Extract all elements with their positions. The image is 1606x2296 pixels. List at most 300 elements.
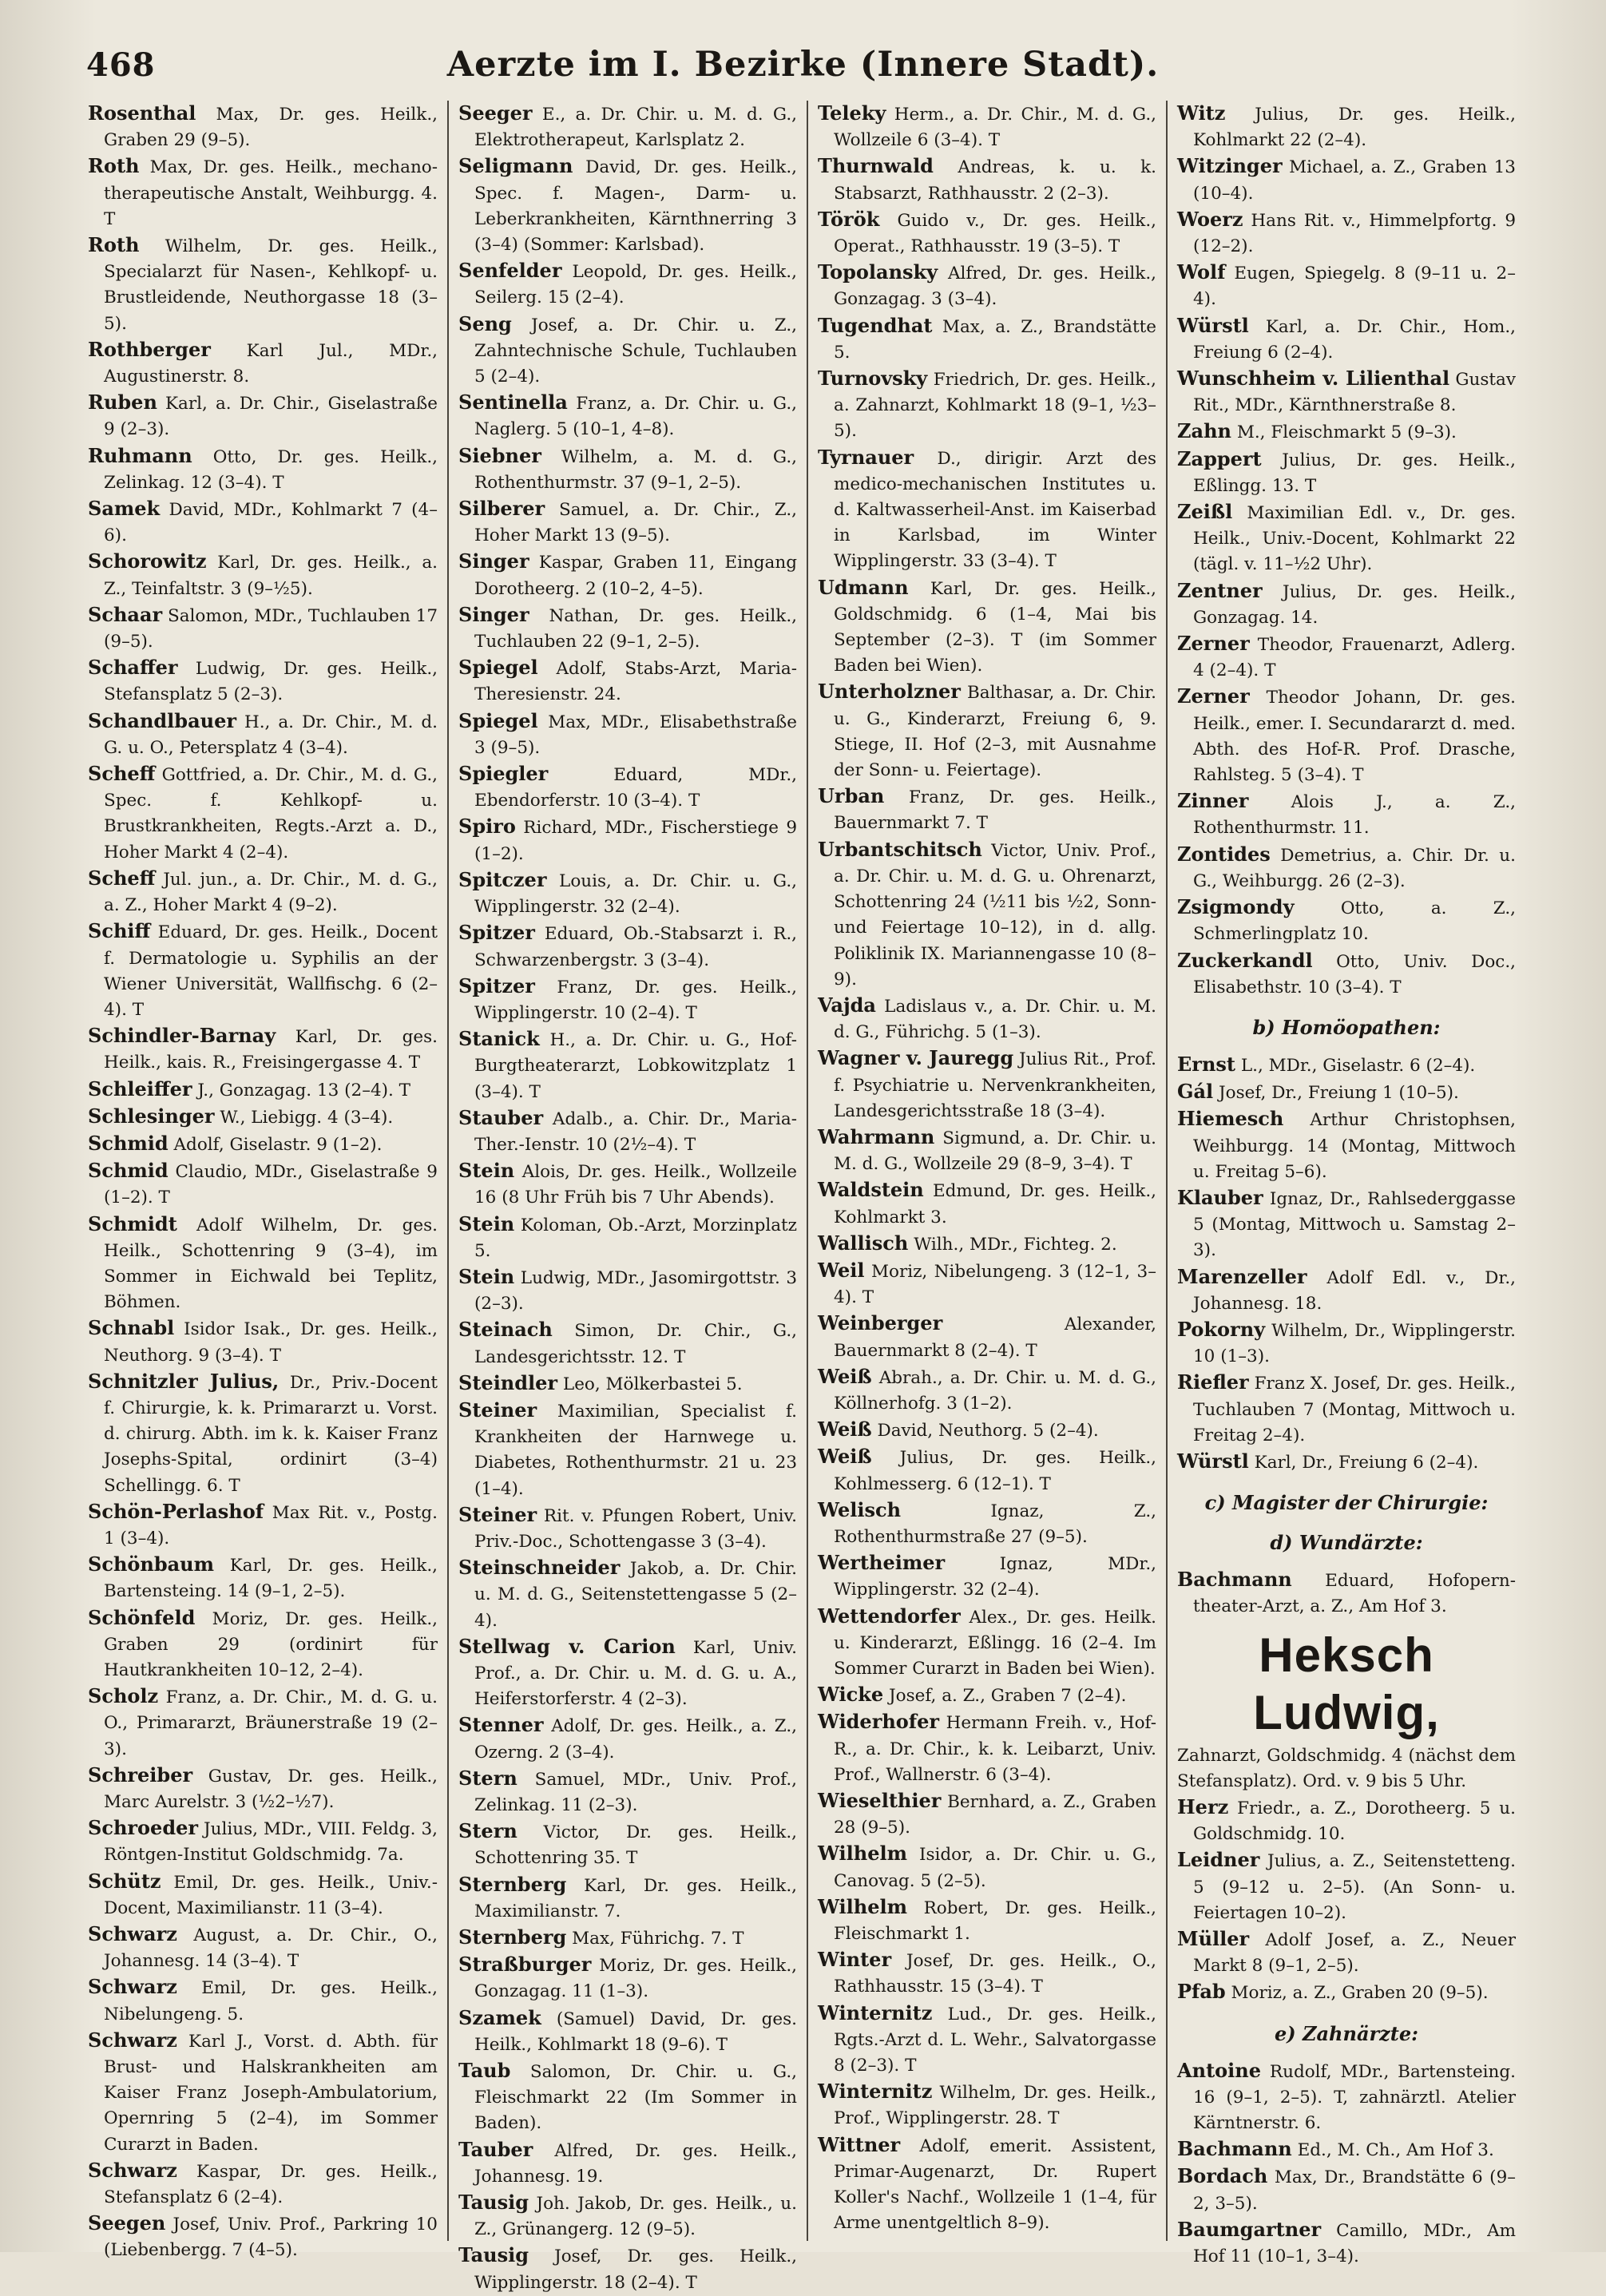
directory-entry (1177, 499, 1516, 578)
entry-details: Andreas, k. u. k. Stabsarzt, Rathhausstr. 2 (2–3). (834, 157, 1156, 204)
entry-name: Spitczer (458, 867, 547, 891)
section-heading-homoeopathen: b) Homöopathen: (1252, 1015, 1441, 1039)
directory-entry (458, 390, 797, 442)
entry-details: H., a. Dr. Chir. u. G., Hof-Burgtheaterarzt, Lobkowitzplatz 1 (3–4). T (474, 1030, 797, 1102)
entry-name: Schaffer (88, 656, 178, 680)
entry-name: Spiegler (458, 762, 549, 786)
entry-details: Eduard, Hofopern-theater-Arzt, a. Z., Am Hof 3. (1193, 1571, 1516, 1617)
directory-entry (1177, 2136, 1516, 2163)
directory-entry (458, 258, 797, 311)
directory-entry (1177, 1079, 1516, 1106)
directory-entry (458, 1317, 797, 1370)
entry-name: Schönbaum (88, 1552, 215, 1576)
entry-name: Antoine (1177, 2058, 1261, 2082)
directory-entry (458, 1634, 797, 1713)
directory-entry (458, 1026, 797, 1105)
entry-details: Franz, a. Dr. Chir., M. d. G. u. O., Primararzt, Bräunerstraße 19 (2–3). (104, 1687, 438, 1759)
entry-name: Zahn (1177, 419, 1231, 443)
entry-details: Otto, Univ. Doc., Elisabethstr. 10 (3–4). T (1193, 951, 1516, 997)
entry-name: Zerner (1177, 632, 1250, 656)
directory-entry (88, 1869, 438, 1921)
entry-name: Silberer (458, 497, 545, 521)
entry-details: Alois, Dr. ges. Heilk., Wollzeile 16 (8 Uhr Früh bis 7 Uhr Abends). (474, 1162, 797, 1208)
directory-entry (818, 2001, 1156, 2080)
directory-entry (818, 445, 1156, 575)
entry-name: Hiemesch (1177, 1107, 1284, 1131)
entry-name: Schorowitz (88, 549, 207, 573)
entry-details: Karl, Univ. Prof., a. Dr. Chir. u. M. d. G. u. A., Heiferstorferstr. 4 (2–3). (474, 1637, 797, 1710)
entry-name: Tugendhat (818, 313, 933, 337)
entry-name: Teleky (818, 101, 886, 125)
directory-entry (1177, 948, 1516, 1001)
directory-entry (818, 1894, 1156, 1947)
entry-name: Stein (458, 1264, 515, 1288)
entry-details: David, Dr. ges. Heilk., Spec. f. Magen-, Darm- u. Leberkrankheiten, Kärnthnerring 3 (3–4) (Sommer: Karlsbad). (474, 157, 797, 256)
directory-entry (458, 974, 797, 1026)
directory-entry (1177, 418, 1516, 446)
directory-entry (1177, 578, 1516, 631)
entry-details: Eugen, Spiegelg. 8 (9–11 u. 2–4). (1193, 264, 1516, 310)
directory-entry (88, 602, 438, 655)
directory-entry (458, 1712, 797, 1765)
entry-details: Salomon, MDr., Tuchlauben 17 (9–5). (104, 605, 438, 652)
entry-name: Udmann (818, 575, 909, 599)
directory-entry (88, 1211, 438, 1316)
directory-entry (818, 993, 1156, 1045)
directory-entry (1177, 1567, 1516, 1620)
directory-entry (818, 837, 1156, 993)
directory-entry (458, 101, 797, 153)
directory-entry (458, 761, 797, 814)
entry-details: Isidor Isak., Dr. ges. Heilk., Neuthorg. 9 (3–4). T (104, 1319, 438, 1366)
entry-name: Rosenthal (88, 101, 196, 125)
directory-entry (458, 1398, 797, 1502)
section-heading-magister: c) Magister der Chirurgie: (1204, 1491, 1489, 1515)
entry-name: Vajda (818, 993, 876, 1017)
entry-details: E., a. Dr. Chir. u. M. d. G., Elektrotherapeut, Karlsplatz 2. (474, 105, 797, 151)
directory-entry (458, 496, 797, 549)
entry-name: Sentinella (458, 391, 568, 414)
entry-name: Bachmann (1177, 2137, 1292, 2161)
directory-entry (818, 1177, 1156, 1230)
entry-details: Josef, Univ. Prof., Parkring 10 (Liebenbergg. 7 (4–5). (104, 2215, 438, 2261)
entry-details: Moriz, Dr. ges. Heilk., Graben 29 (ordinirt für Hautkrankheiten 10–12, 2–4). (104, 1608, 438, 1680)
entry-details: Gottfried, a. Dr. Chir., M. d. G., Spec. f. Kehlkopf- u. Brustkrankheiten, Regts.-Arzt a. D., Hoher Markt 4 (2–4). (104, 765, 438, 862)
entry-name: Tauber (458, 2137, 533, 2161)
entry-details: Balthasar, a. Dr. Chir. u. G., Kinderarzt, Freiung 6, 9. Stiege, II. Hof (2–3, mit Ausnahme der Sonn- u. Feiertage). (834, 683, 1157, 781)
entry-details: H., a. Dr. Chir., M. d. G. u. O., Petersplatz 4 (3–4). (104, 712, 438, 758)
entry-details: Robert, Dr. ges. Heilk., Fleischmarkt 1. (834, 1897, 1156, 1945)
directory-entry (818, 1709, 1156, 1788)
entry-name: Wettendorfer (818, 1604, 961, 1628)
directory-entry (88, 1974, 438, 2027)
entry-name: Schroeder (88, 1816, 199, 1840)
directory-entry (88, 1023, 438, 1076)
entry-details: Joh. Jakob, Dr. ges. Heilk., u. Z., Grünangerg. 12 (9–5). (474, 2194, 797, 2240)
entry-details: Moriz, Nibelungeng. 3 (12–1, 3–4). T (834, 1261, 1156, 1308)
entry-name: Weiß (818, 1445, 872, 1469)
entry-name: Stellwag v. Carion (458, 1634, 676, 1658)
directory-entry (1177, 1926, 1516, 1979)
entry-details: Friedrich, Dr. ges. Heilk., a. Zahnarzt, Kohlmarkt 18 (9–1, ½3–5). (834, 370, 1156, 442)
directory-entry (88, 1921, 438, 1974)
directory-entry (818, 1444, 1156, 1497)
section-heading-wundaerzte: d) Wundärzte: (1270, 1531, 1423, 1555)
entry-name: Widerhofer (818, 1710, 940, 1734)
entry-name: Turnovsky (818, 367, 928, 391)
entry-name: Wieselthier (818, 1789, 942, 1812)
entry-details: Theodor Johann, Dr. ges. Heilk., emer. I. Secundararzt d. med. Abth. des Hof-R. Prof. Drasche, Rahlsteg. 5 (3–4). T (1193, 688, 1516, 786)
directory-entry (458, 708, 797, 761)
directory-entry (458, 1818, 797, 1871)
directory-entry (818, 1682, 1156, 1709)
entry-details: Max Rit. v., Postg. 1 (3–4). (104, 1502, 438, 1549)
entry-details: Ignaz, Dr., Rahlsederggasse 5 (Montag, Mittwoch u. Samstag 2–3). (1193, 1188, 1516, 1261)
entry-details: Karl, Dr. ges. Heilk., Goldschmidg. 6 (1–4, Mai bis September (2–3). T (im Sommer Baden bei Wien). (834, 578, 1156, 676)
entry-name: Würstl (1177, 1449, 1249, 1473)
directory-entry (1177, 1979, 1516, 2006)
entry-details: Kaspar, Dr. ges. Heilk., Stefansplatz 6 (2–4). (104, 2161, 438, 2208)
entry-details: Franz, Dr. ges. Heilk., Bauernmarkt 7. T (834, 787, 1156, 834)
entry-details: Alfred, Dr. ges. Heilk., Gonzagag. 3 (3–4). (834, 264, 1156, 310)
directory-entry (818, 260, 1156, 312)
entry-details: Josef, Dr. ges. Heilk., O., Rathhausstr. 15 (3–4). T (834, 1951, 1156, 1997)
directory-entry (88, 549, 438, 601)
directory-entry (458, 2005, 797, 2058)
entry-name: Spitzer (458, 921, 535, 945)
entry-details: D., dirigir. Arzt des medico-mechanischen Institutes u. d. Kaltwasserheil-Anst. im Kaiserbad in Karlsbad, im Winter Wipplingerstr. 33 (3–4). T (834, 448, 1156, 572)
directory-entry (88, 866, 438, 918)
directory-entry (1177, 260, 1516, 312)
entry-details: Maximilian Edl. v., Dr. ges. Heilk., Univ.-Docent, Kohlmarkt 22 (tägl. v. 11–½2 Uhr). (1193, 503, 1516, 575)
entry-name: Steiner (458, 1398, 537, 1422)
entry-details: Moriz, Dr. ges. Heilk., Gonzagag. 11 (1–3). (474, 1956, 797, 2002)
directory-entry (1177, 2217, 1516, 2270)
entry-details: Dr., Priv.-Docent f. Chirurgie, k. k. Primararzt u. Vorst. d. chirurg. Abth. im k. k. Kaiser Franz Josephs-Spital, ordinirt (3–4) Schellingg. 6. T (104, 1372, 438, 1496)
entry-details: Adolf Edl. v., Dr., Johannesg. 18. (1193, 1267, 1516, 1314)
column-4 (1166, 101, 1525, 2267)
directory-entry (458, 1502, 797, 1555)
directory-entry (818, 1311, 1156, 1363)
directory-entry (1177, 894, 1516, 947)
entry-name: Wolf (1177, 260, 1226, 284)
entry-details: Emil, Dr. ges. Heilk., Nibelungeng. 5. (104, 1978, 438, 2024)
entry-name: Winternitz (818, 2001, 933, 2024)
entry-name: Urbantschitsch (818, 837, 982, 861)
directory-entry (818, 101, 1156, 153)
entry-name: Schiff (88, 919, 151, 943)
entry-details: Franz, a. Dr. Chir. u. G., Naglerg. 5 (10–1, 4–8). (474, 394, 797, 440)
entry-details: Franz X. Josef, Dr. ges. Heilk., Tuchlauben 7 (Montag, Mittwoch u. Freitag 2–4). (1193, 1374, 1517, 1445)
entry-name: Woerz (1177, 207, 1243, 231)
entry-name: Senfelder (458, 259, 562, 283)
entry-details: August, a. Dr. Chir., O., Johannesg. 14 (3–4). T (104, 1925, 438, 1972)
directory-entry (458, 153, 797, 258)
entry-name: Schwarz (88, 2158, 177, 2182)
entry-details: Ignaz, MDr., Wipplingerstr. 32 (2–4). (834, 1554, 1156, 1600)
entry-details: Max, Dr., Brandstätte 6 (9–2, 3–5). (1193, 2167, 1516, 2214)
entry-name: Rothberger (88, 337, 211, 361)
directory-entry (458, 920, 797, 973)
directory-entry (458, 2137, 797, 2190)
entry-details: Hans Rit. v., Himmelpfortg. 9 (12–2). (1193, 210, 1516, 257)
entry-details: Ludwig, MDr., Jasomirgottstr. 3 (2–3). (474, 1267, 797, 1315)
entry-name: Straßburger (458, 1953, 592, 1977)
directory-entry (1177, 101, 1516, 153)
entry-name: Sternberg (458, 1925, 567, 1949)
entry-name: Schwarz (88, 2028, 177, 2052)
entry-details: David, MDr., Kohlmarkt 7 (4–6). (104, 500, 438, 546)
entry-name: Wittner (818, 2132, 901, 2156)
directory-entry (1177, 207, 1516, 260)
entry-name: Seligmann (458, 154, 573, 178)
directory-entry (88, 1815, 438, 1868)
directory-entry (88, 2028, 438, 2158)
entry-name: Zinner (1177, 789, 1249, 813)
directory-entry (88, 655, 438, 708)
entry-details: Guido v., Dr. ges. Heilk., Operat., Rathhausstr. 19 (3–5). T (834, 210, 1156, 257)
entry-name: Stern (458, 1819, 517, 1843)
entry-name: Waldstein (818, 1178, 924, 1202)
directory-entry (818, 1788, 1156, 1841)
directory-entry (88, 1605, 438, 1684)
column-1 (88, 101, 447, 2261)
entry-name: Schleiffer (88, 1077, 192, 1100)
directory-entry (1177, 1264, 1516, 1317)
entry-name: Stenner (458, 1713, 544, 1737)
entry-details: Koloman, Ob.-Arzt, Morzinplatz 5. (474, 1215, 798, 1261)
directory-entry (1177, 2163, 1516, 2216)
directory-entry (88, 1158, 438, 1211)
entry-details: J., Gonzagag. 13 (2–4). T (197, 1080, 411, 1100)
entry-name: Schönfeld (88, 1605, 196, 1629)
entry-name: Weiß (818, 1418, 872, 1441)
entry-name: Scheff (88, 762, 156, 786)
directory-entry (458, 814, 797, 866)
entry-details: Alexander, Bauernmarkt 8 (2–4). T (834, 1315, 1156, 1361)
entry-details: Karl, a. Dr. Chir., Giselastraße 9 (2–3). (104, 394, 438, 440)
entry-name: Witz (1177, 101, 1226, 125)
directory-entry (458, 1872, 797, 1925)
directory-entry (1177, 842, 1516, 894)
directory-entry (88, 153, 438, 232)
directory-entry (1177, 1794, 1516, 1847)
entry-name: Zentner (1177, 578, 1263, 602)
entry-details: Louis, a. Dr. Chir. u. G., Wipplingerstr. 32 (2–4). (474, 870, 797, 918)
entry-details: Otto, Dr. ges. Heilk., Zelinkag. 12 (3–4). T (104, 446, 438, 493)
entry-name: Zeißl (1177, 500, 1233, 524)
entry-details: W., Liebigg. 4 (3–4). (220, 1107, 394, 1128)
entry-details: Simon, Dr. Chir., G., Landesgerichtsstr. 12. T (474, 1321, 797, 1367)
entry-name: Tausig (458, 2243, 529, 2267)
entry-details: Bernhard, a. Z., Graben 28 (9–5). (834, 1792, 1156, 1838)
directory-entry (458, 311, 797, 391)
entry-details: Kaspar, Graben 11, Eingang Dorotheerg. 2 (10–2, 4–5). (474, 553, 797, 599)
entry-name: Unterholzner (818, 680, 961, 704)
entry-details: Julius, Dr. ges. Heilk., Eßlingg. 13. T (1193, 450, 1516, 496)
entry-details: Victor, Dr. ges. Heilk., Schottenring 35. T (474, 1822, 797, 1869)
entry-name: Stein (458, 1211, 515, 1235)
directory-entry (458, 1105, 797, 1158)
directory-entry (88, 1104, 438, 1131)
entry-name: Bachmann (1177, 1568, 1292, 1592)
entry-details: Ludwig, Dr. ges. Heilk., Stefansplatz 5 (2–3). (104, 659, 438, 705)
entry-details: Camillo, MDr., Am Hof 11 (10–1, 3–4). (1193, 2220, 1516, 2267)
directory-entry (458, 1555, 797, 1634)
entry-name: Zsigmondy (1177, 895, 1295, 919)
entry-details: Michael, a. Z., Graben 13 (10–4). (1193, 157, 1516, 204)
entry-details: Julius, Dr. ges. Heilk., Kohlmarkt 22 (2–4). (1193, 105, 1516, 151)
entry-details: Julius, MDr., VIII. Feldg. 3, Röntgen-Institut Goldschmidg. 7a. (104, 1819, 438, 1866)
entry-details: Karl, Dr., Freiung 6 (2–4). (1254, 1452, 1479, 1473)
entry-name: Wilhelm (818, 1894, 907, 1918)
directory-entry (458, 2058, 797, 2137)
entry-details: Salomon, Dr. Chir. u. G., Fleischmarkt 22 (Im Sommer in Baden). (474, 2062, 797, 2134)
directory-entry (88, 1369, 438, 1499)
directory-entry (88, 708, 438, 761)
directory-entry (458, 2242, 797, 2295)
entry-details: Karl, Dr. ges. Heilk., Bartensteing. 14 (9–1, 2–5). (104, 1556, 438, 1602)
entry-name: Klauber (1177, 1185, 1263, 1209)
entry-name: Spiegel (458, 708, 538, 732)
entry-name: Ernst (1177, 1052, 1235, 1076)
entry-name: Schlesinger (88, 1104, 215, 1128)
directory-entry (1177, 1052, 1516, 1079)
entry-name: Szamek (458, 2005, 541, 2029)
entry-name: Schwarz (88, 1975, 177, 1999)
directory-entry (458, 443, 797, 496)
advertisement-text: Zahnarzt, Goldschmidg. 4 (nächst dem Stefansplatz). Ord. v. 9 bis 5 Uhr. (1177, 1745, 1516, 1791)
entry-details: Arthur Christophsen, Weihburgg. 14 (Montag, Mittwoch u. Freitag 5–6). (1193, 1110, 1516, 1182)
entry-name: Thurnwald (818, 154, 934, 178)
entry-details: Eduard, Dr. ges. Heilk., Docent f. Dermatologie u. Syphilis an der Wiener Universität, Wallfischg. 6 (2–4). T (104, 922, 438, 1020)
directory-entry (88, 337, 438, 390)
entry-name: Steiner (458, 1502, 537, 1526)
entry-name: Wunschheim v. Lilienthal (1177, 367, 1450, 391)
entry-details: Hermann Freih. v., Hof-R., a. Dr. Chir., k. k. Leibarzt, Univ. Prof., Wallnerstr. 6 (3–4). (834, 1713, 1156, 1785)
entry-name: Ruben (88, 391, 157, 414)
entry-name: Steinach (458, 1318, 553, 1342)
entry-details: Wilh., MDr., Fichteg. 2. (914, 1234, 1117, 1255)
entry-name: Stanick (458, 1027, 540, 1051)
directory-entry (1177, 1370, 1516, 1449)
entry-details: Josef, Dr. ges. Heilk., Wipplingerstr. 18 (2–4). T (474, 2246, 797, 2293)
directory-entry (458, 2190, 797, 2242)
entry-name: Riefler (1177, 1370, 1249, 1394)
directory-entry (1177, 1449, 1516, 1476)
entry-details: Maximilian, Specialist f. Krankheiten der Harnwege u. Diabetes, Rothenthurmstr. 21 u. 23 (1–4). (474, 1401, 798, 1499)
entry-name: Tyrnauer (818, 445, 914, 469)
entry-details: Adolf, Giselastr. 9 (1–2). (173, 1134, 383, 1155)
entry-name: Witzinger (1177, 154, 1283, 178)
columns (88, 101, 1593, 2293)
entry-name: Urban (818, 784, 885, 808)
page-title: Aerzte im I. Bezirke (Innere Stadt). (446, 45, 1160, 85)
column-3 (807, 101, 1166, 2241)
directory-entry (1177, 1185, 1516, 1264)
entry-name: Roth (88, 233, 140, 257)
entry-name: Singer (458, 602, 529, 626)
entry-details: Josef, a. Dr. Chir. u. Z., Zahntechnische Schule, Tuchlauben 5 (2–4). (474, 315, 797, 387)
entry-details: Nathan, Dr. ges. Heilk., Tuchlauben 22 (9–1, 2–5). (474, 605, 797, 652)
entry-name: Siebner (458, 443, 541, 467)
entry-details: Otto, a. Z., Schmerlingplatz 10. (1193, 898, 1516, 945)
entry-details: Richard, MDr., Fischerstiege 9 (1–2). (474, 818, 797, 864)
entry-details: Max, Dr. ges. Heilk., Graben 29 (9–5). (104, 105, 438, 151)
entry-details: Theodor, Frauenarzt, Adlerg. 4 (2–4). T (1193, 635, 1516, 681)
entry-details: Sigmund, a. Dr. Chir. u. M. d. G., Wollzeile 29 (8–9, 3–4). T (834, 1128, 1156, 1175)
entry-name: Wilhelm (818, 1842, 907, 1866)
entry-details: Ignaz, Z., Rothenthurmstraße 27 (9–5). (834, 1501, 1156, 1547)
entry-name: Steindler (458, 1370, 558, 1394)
entry-name: Weil (818, 1258, 865, 1282)
directory-entry (458, 1211, 797, 1264)
directory-entry (818, 1841, 1156, 1894)
entry-name: Spitzer (458, 974, 535, 997)
entry-name: Sternberg (458, 1872, 567, 1896)
entry-details: Jul. jun., a. Dr. Chir., M. d. G., a. Z., Hoher Markt 4 (9–2). (104, 869, 438, 916)
entry-name: Zappert (1177, 446, 1262, 470)
entry-details: Eduard, MDr., Ebendorferstr. 10 (3–4). T (474, 765, 797, 811)
entry-name: Roth (88, 154, 140, 178)
entry-details: M., Fleischmarkt 5 (9–3). (1236, 422, 1457, 443)
entry-name: Spiro (458, 815, 516, 839)
entry-name: Schmidt (88, 1211, 177, 1235)
directory-entry (818, 1364, 1156, 1417)
entry-name: Schwarz (88, 1922, 177, 1946)
entry-name: Zontides (1177, 842, 1271, 866)
entry-details: Alex., Dr. ges. Heilk. u. Kinderarzt, Eßlingg. 16 (2–4. Im Sommer Curarzt in Baden bei Wien). (834, 1607, 1156, 1679)
directory-entry (458, 1925, 797, 1952)
directory-entry (818, 366, 1156, 445)
entry-name: Müller (1177, 1926, 1250, 1950)
entry-details: Gustav, Dr. ges. Heilk., Marc Aurelstr. 3 (½2–½7). (104, 1766, 438, 1812)
entry-details: Julius Rit., Prof. f. Psychiatrie u. Nervenkrankheiten, Landesgerichtsstraße 18 (3–4). (834, 1049, 1157, 1121)
entry-details: Julius, Dr. ges. Heilk., Gonzagag. 14. (1193, 581, 1516, 628)
entry-name: Wicke (818, 1683, 884, 1707)
entry-name: Leidner (1177, 1848, 1260, 1872)
entry-details: Karl, Dr. ges. Heilk., Maximilianstr. 7. (474, 1875, 797, 1921)
entry-details: Franz, Dr. ges. Heilk., Wipplingerstr. 10 (2–4). T (474, 977, 797, 1023)
entry-details: Max, Dr. ges. Heilk., mechano-therapeutische Anstalt, Weihburgg. 4. T (104, 157, 438, 229)
directory-entry (458, 1158, 797, 1211)
entry-name: Marenzeller (1177, 1264, 1307, 1288)
advertisement-name: Heksch Ludwig, (1253, 1628, 1440, 1739)
directory-entry (458, 1952, 797, 2005)
directory-entry (1177, 684, 1516, 788)
entry-name: Török (818, 207, 880, 231)
directory-entry (1177, 1106, 1516, 1185)
entry-name: Bordach (1177, 2164, 1268, 2188)
directory-entry (818, 313, 1156, 366)
directory-entry (818, 1604, 1156, 1683)
entry-name: Samek (88, 497, 161, 521)
entry-details: Adolf, Stabs-Arzt, Maria-Theresienstr. 24. (474, 659, 797, 705)
directory-entry (458, 1766, 797, 1818)
entry-details: Alfred, Dr. ges. Heilk., Johannesg. 19. (474, 2140, 797, 2187)
directory-entry (1177, 153, 1516, 206)
entry-name: Weinberger (818, 1311, 943, 1335)
directory-entry (88, 443, 438, 496)
directory-entry (818, 153, 1156, 206)
entry-name: Spiegel (458, 656, 538, 680)
entry-details: Moriz, a. Z., Graben 20 (9–5). (1231, 1983, 1489, 2004)
entry-name: Zerner (1177, 684, 1250, 708)
entry-name: Pfab (1177, 1980, 1226, 2004)
directory-entry (818, 679, 1156, 783)
directory-entry (818, 1258, 1156, 1311)
entry-name: Topolansky (818, 260, 938, 284)
